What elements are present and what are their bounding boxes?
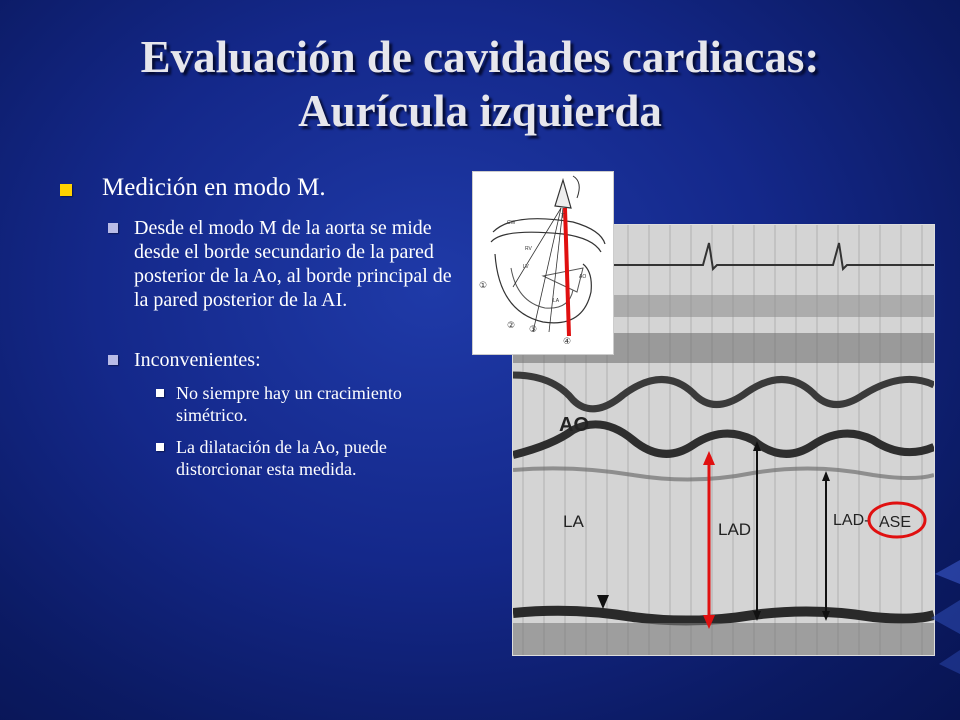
heart-schematic-inset	[472, 171, 614, 355]
inset-label-lv: LV	[523, 264, 529, 270]
inset-label-la: LA	[553, 298, 560, 304]
bullet-main: Medición en modo M.	[60, 172, 460, 204]
heart-schematic-drawing	[473, 172, 613, 354]
bullet-sub-2-item-1: No siempre hay un cracimiento simétrico.	[156, 382, 460, 426]
bullet-sub-2-item-2: La dilatación de la Ao, puede distorcionar esta medida.	[156, 436, 460, 480]
inset-label-3: ③	[529, 325, 538, 335]
inset-label-t: T	[561, 214, 565, 220]
inset-label-2: ②	[507, 321, 516, 331]
slide-title	[40, 30, 920, 138]
bullet-sub-1: Desde el modo M de la aorta se mide desde el borde secundario de la pared posterior de la Ao, al borde principal de la pared posterior de la AI.	[108, 216, 460, 312]
inset-label-1: ①	[479, 281, 488, 291]
inset-label-cw: CW	[507, 220, 516, 226]
inset-label-rv: RV	[525, 246, 532, 252]
label-lad-ase: LAD-	[833, 512, 870, 529]
title-line-1: Evaluación de cavidades cardiacas:	[140, 32, 820, 82]
label-ase: ASE	[879, 514, 912, 531]
decorative-shapes	[925, 560, 960, 680]
title-line-2: Aurícula izquierda	[298, 86, 662, 136]
bullet-sub-2: Inconvenientes:	[108, 348, 460, 372]
label-la: LA	[563, 512, 584, 531]
label-lad: LAD	[718, 520, 752, 539]
inset-label-4: ④	[563, 337, 572, 347]
inset-label-ao: AO	[579, 274, 587, 280]
label-ao: AO	[559, 414, 589, 436]
bullet-list	[60, 172, 460, 480]
